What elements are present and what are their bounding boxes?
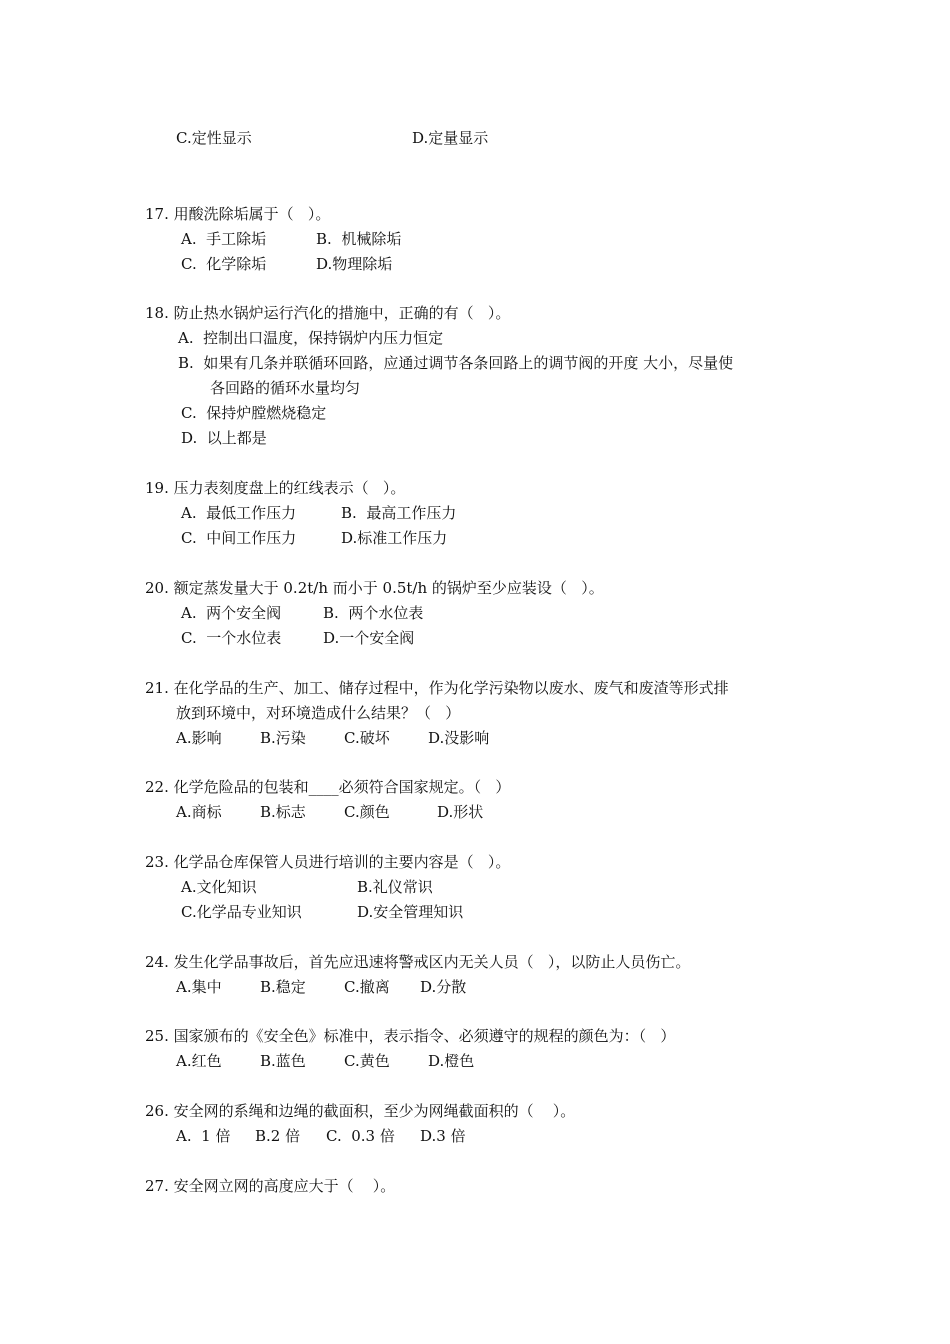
question-17-option-d: D.物理除垢 [316, 255, 393, 273]
question-18-option-c: C. 保持炉膛燃烧稳定 [181, 404, 327, 422]
question-22-option-c: C.颜色 [344, 803, 390, 821]
question-19-option-a: A. 最低工作压力 [181, 504, 297, 522]
question-19-option-d: D.标准工作压力 [341, 529, 448, 547]
question-25-option-d: D.橙色 [428, 1052, 475, 1070]
question-25-option-c: C.黄色 [344, 1052, 390, 1070]
question-23-option-c: C.化学品专业知识 [181, 903, 302, 921]
question-18-option-b-line1: B. 如果有几条并联循环回路，应通过调节各条回路上的调节阀的开度 大小，尽量使 [178, 354, 734, 372]
question-22-stem: 22. 化学危险品的包装和____必须符合国家规定。（ ） [145, 778, 511, 796]
question-17-option-a: A. 手工除垢 [181, 230, 267, 248]
question-18-option-b-line2: 各回路的循环水量均匀 [210, 379, 361, 397]
question-20-option-b: B. 两个水位表 [323, 604, 424, 622]
question-24-option-a: A.集中 [176, 978, 222, 996]
option-c: C.定性显示 [176, 129, 252, 147]
question-24-option-d: D.分散 [420, 978, 467, 996]
question-20-option-c: C. 一个水位表 [181, 629, 282, 647]
question-18-option-a: A. 控制出口温度，保持锅炉内压力恒定 [178, 329, 444, 347]
question-22-option-a: A.商标 [176, 803, 222, 821]
question-21-stem-line1: 21. 在化学品的生产、加工、储存过程中，作为化学污染物以废水、废气和废渣等形式排 [145, 679, 729, 697]
question-17-option-c: C. 化学除垢 [181, 255, 267, 273]
question-18-stem: 18. 防止热水锅炉运行汽化的措施中，正确的有（ ）。 [145, 304, 511, 322]
question-25-stem: 25. 国家颁布的《安全色》标准中，表示指令、必须遵守的规程的颜色为：（ ） [145, 1027, 676, 1045]
question-26-stem: 26. 安全网的系绳和边绳的截面积，至少为网绳截面积的（ ）。 [145, 1102, 576, 1120]
question-27-stem: 27. 安全网立网的高度应大于（ ）。 [145, 1177, 396, 1195]
question-24-stem: 24. 发生化学品事故后，首先应迅速将警戒区内无关人员（ ），以防止人员伤亡。 [145, 953, 691, 971]
question-23-option-b: B.礼仪常识 [357, 878, 433, 896]
question-20-stem: 20. 额定蒸发量大于 0.2t/h 而小于 0.5t/h 的锅炉至少应装设（ ）。 [145, 579, 604, 597]
question-22-option-d: D.形状 [437, 803, 484, 821]
question-23-option-d: D.安全管理知识 [357, 903, 464, 921]
question-17-stem: 17. 用酸洗除垢属于（ ）。 [145, 205, 331, 223]
question-24-option-c: C.撤离 [344, 978, 390, 996]
question-23-stem: 23. 化学品仓库保管人员进行培训的主要内容是（ ）。 [145, 853, 511, 871]
question-20-option-d: D.一个安全阀 [323, 629, 415, 647]
question-21-option-b: B.污染 [260, 729, 306, 747]
question-19-option-c: C. 中间工作压力 [181, 529, 297, 547]
question-18-option-d: D. 以上都是 [181, 429, 267, 447]
question-26-option-a: A. 1 倍 [176, 1127, 231, 1145]
question-23-option-a: A.文化知识 [181, 878, 257, 896]
question-17-option-b: B. 机械除垢 [316, 230, 402, 248]
option-d: D.定量显示 [412, 129, 489, 147]
question-21-option-a: A.影响 [176, 729, 222, 747]
question-21-option-c: C.破坏 [344, 729, 390, 747]
question-26-option-d: D.3 倍 [420, 1127, 466, 1145]
question-26-option-b: B.2 倍 [255, 1127, 301, 1145]
question-19-option-b: B. 最高工作压力 [341, 504, 457, 522]
question-19-stem: 19. 压力表刻度盘上的红线表示（ ）。 [145, 479, 406, 497]
question-25-option-b: B.蓝色 [260, 1052, 306, 1070]
question-21-option-d: D.没影响 [428, 729, 490, 747]
question-20-option-a: A. 两个安全阀 [181, 604, 282, 622]
question-21-stem-line2: 放到环境中，对环境造成什么结果？（ ） [176, 704, 461, 722]
question-25-option-a: A.红色 [176, 1052, 222, 1070]
question-22-option-b: B.标志 [260, 803, 306, 821]
question-26-option-c: C. 0.3 倍 [326, 1127, 395, 1145]
question-24-option-b: B.稳定 [260, 978, 306, 996]
